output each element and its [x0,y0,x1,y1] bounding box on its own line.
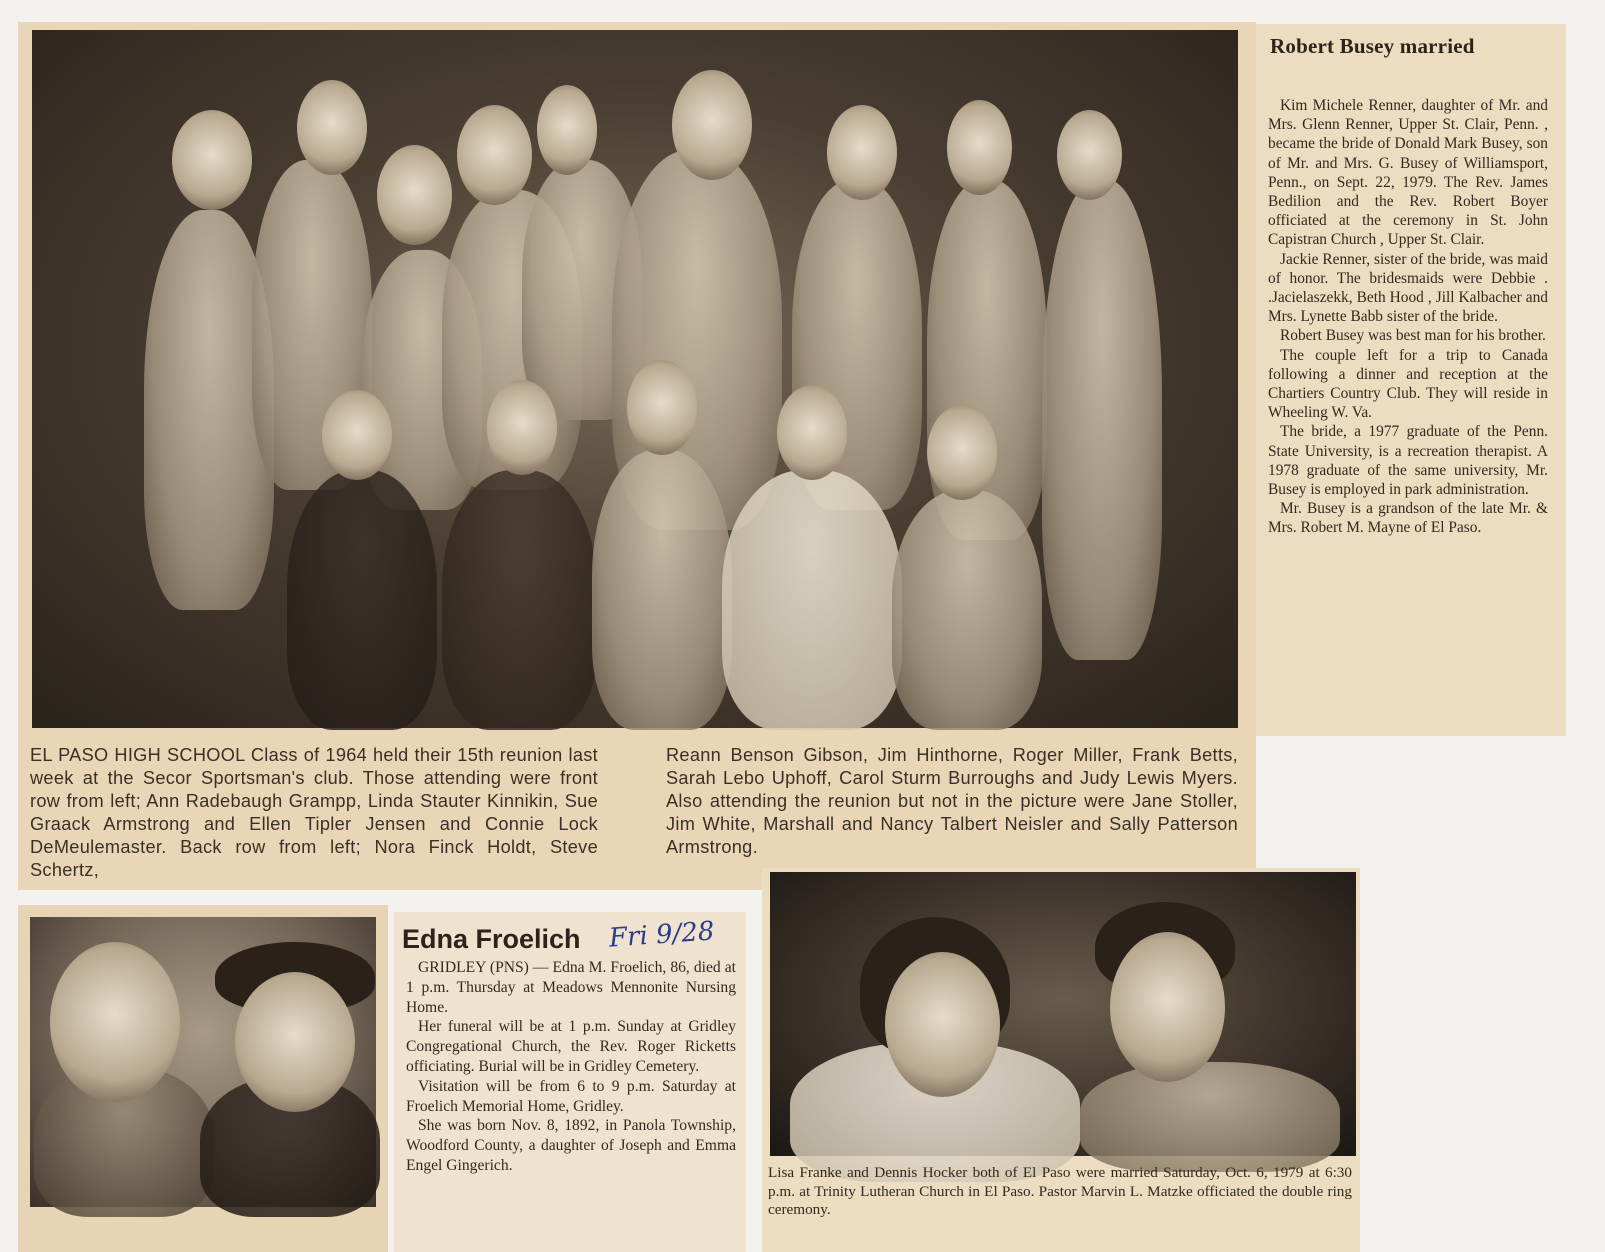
busey-paragraph: The couple left for a trip to Canada following a dinner and reception at the Chartiers Country Club. They will reside in Wheeling W. Va. [1268,346,1548,422]
froelich-paragraph: Visitation will be from 6 to 9 p.m. Saturday at Froelich Memorial Home, Gridley. [406,1077,736,1115]
busey-paragraph: Robert Busey was best man for his brother. [1280,327,1546,345]
froelich-photo-clipping [18,905,388,1252]
froelich-paragraph: She was born Nov. 8, 1892, in Panola Township, Woodford County, a daughter of Joseph and Emma Engel Gingerich. [406,1117,736,1174]
busey-body [1268,96,1548,538]
froelich-portrait [30,917,376,1207]
busey-paragraph: Kim Michele Renner, daughter of Mr. and Mrs. Glenn Renner, Upper St. Clair, Penn. , became the bride of Donald Mark Busey, son of Mr. and Mrs. G. Busey of Williamsport, Penn., on Sept. 22, 1979. The Rev. James Bedilion and the Rev. Robert Boyer officiated at the ceremony in St. John Capistran Church , Upper St. Clair. [1268,97,1548,249]
wedding-clipping [762,868,1360,1252]
busey-paragraph: The bride, a 1977 graduate of the Penn. State University, is a recreation therapist. A 1978 graduate of the same university, Mr. Busey is employed in park administration. [1268,423,1548,499]
busey-paragraph: Jackie Renner, sister of the bride, was maid of honor. The bridesmaids were Debbie . .Jacielaszekk, Beth Hood , Jill Kalbacher and Mrs. Lynette Babb sister of the bride. [1268,250,1548,326]
reunion-photo [32,30,1238,728]
handwritten-date: Fri 9/28 [608,916,716,954]
busey-paragraph: Mr. Busey is a grandson of the late Mr. & Mrs. Robert M. Mayne of El Paso. [1268,500,1548,537]
froelich-headline: Edna Froelich [402,924,581,954]
froelich-paragraph: GRIDLEY (PNS) — Edna M. Froelich, 86, died at 1 p.m. Thursday at Meadows Mennonite Nursing Home. [406,959,736,1016]
reunion-caption-left: EL PASO HIGH SCHOOL Class of 1964 held their 15th reunion last week at the Secor Sportsman's club. Those attending were front row from left; Ann Radebaugh Grampp, Linda Stauter Kinnikin, Sue Graack Armstrong and Ellen Tipler Jensen and Connie Lock DeMeulemaster. Back row from left; Nora Finck Holdt, Steve Schertz, [30,745,598,880]
froelich-paragraph: Her funeral will be at 1 p.m. Sunday at Gridley Congregational Church, the Rev. Roger Ricketts officiating. Burial will be in Gridley Cemetery. [406,1018,736,1075]
wedding-photo [770,872,1356,1156]
busey-article [1256,24,1566,736]
froelich-body [406,958,736,1176]
wedding-caption: Lisa Franke and Dennis Hocker both of El Paso were married Saturday, Oct. 6, 1979 at 6:30 p.m. at Trinity Lutheran Church in El Paso. Pastor Marvin L. Matzke officiated the double ring ceremony. [768,1164,1352,1219]
reunion-caption-right: Reann Benson Gibson, Jim Hinthorne, Roger Miller, Frank Betts, Sarah Lebo Uphoff, Carol Sturm Burroughs and Judy Lewis Myers. Also attending the reunion but not in the picture were Jane Stoller, Jim White, Marshall and Nancy Talbert Neisler and Sally Patterson Armstrong. [666,745,1238,857]
busey-headline: Robert Busey married [1270,34,1475,58]
reunion-clipping [18,22,1256,890]
froelich-obituary [394,912,746,1252]
